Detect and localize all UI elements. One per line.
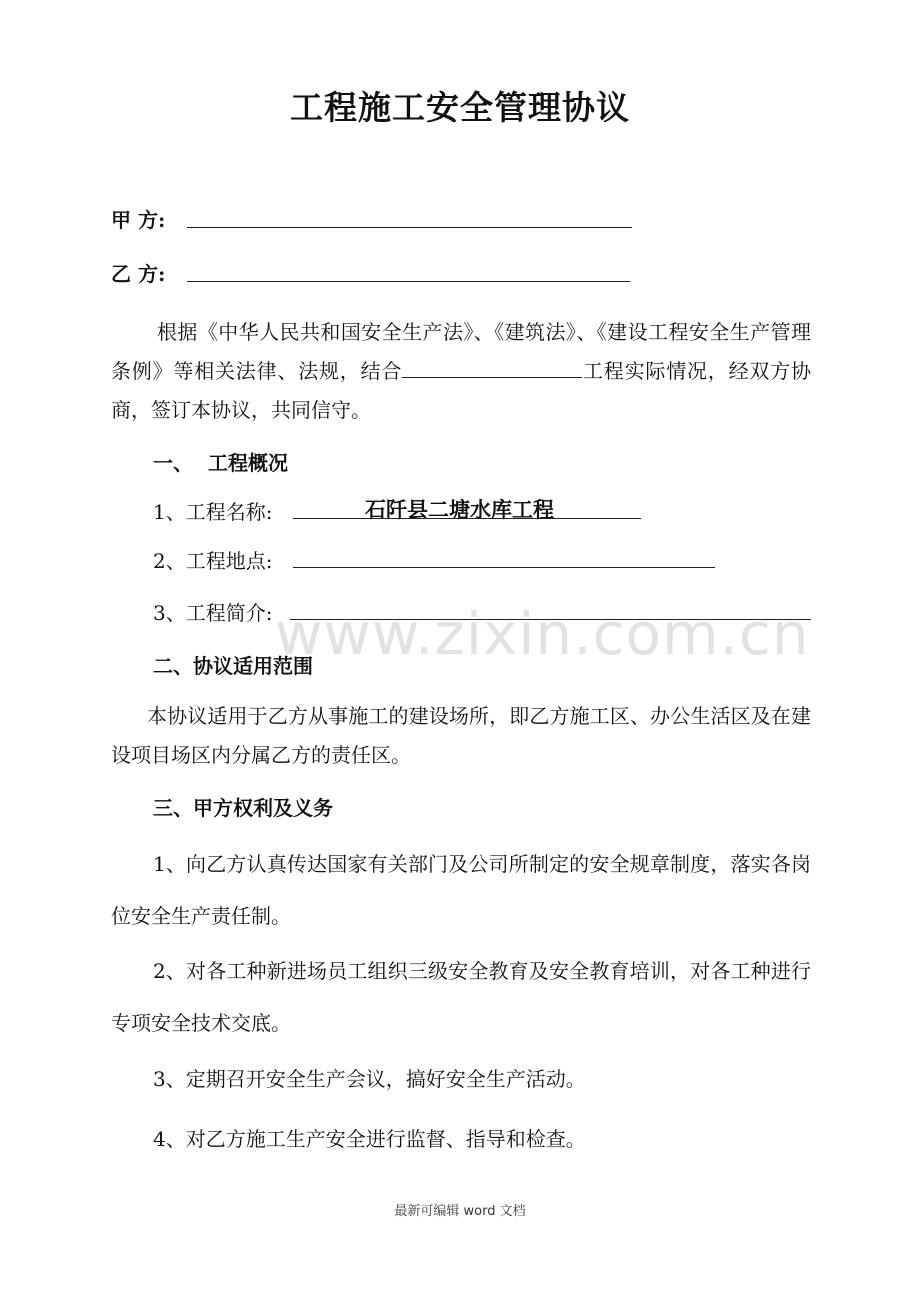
- item3-label: 3、工程简介:: [153, 601, 273, 625]
- clause-3: 3、定期召开安全生产会议，搞好安全生产活动。: [153, 1067, 586, 1091]
- item2-label: 2、工程地点:: [153, 549, 273, 573]
- section3-heading: 三、甲方权利及义务: [153, 796, 333, 820]
- project-blank: [402, 355, 582, 378]
- section1-heading: 工程概况: [208, 451, 288, 475]
- intro-text-part1: 根据《中华人民共和国安全生产法》、《建筑法》、《建设工程安全生产管理条例》等相关法律、法规，结合: [111, 320, 811, 383]
- clause-4: 4、对乙方施工生产安全进行监督、指导和检查。: [153, 1127, 586, 1151]
- item1-label: 1、工程名称:: [153, 500, 273, 524]
- intro-paragraph: [111, 313, 811, 430]
- clause-2: 2、对各工种新进场员工组织三级安全教育及安全教育培训，对各工种进行专项安全技术交底。: [111, 959, 811, 1035]
- document-title: 工程施工安全管理协议: [290, 88, 630, 127]
- party-a-blank: [187, 227, 632, 228]
- party-b-label: 乙 方:: [111, 262, 166, 286]
- party-b-blank: [187, 281, 630, 282]
- party-a-label: 甲 方:: [111, 208, 166, 232]
- project-location-blank: [293, 567, 715, 568]
- page-footer: 最新可编辑 word 文档: [394, 1204, 526, 1219]
- section2-heading: 二、协议适用范围: [153, 654, 313, 678]
- section1-number: 一、: [153, 451, 193, 475]
- project-name-value: 石阡县二塘水库工程: [365, 497, 554, 522]
- intro-text-part2: 工程实际情况，经双方协商，签订本协议，共同信守。: [111, 359, 812, 422]
- clause-1: 1、向乙方认真传达国家有关部门及公司所制定的安全规章制度，落实各岗位安全生产责任制。: [111, 852, 811, 928]
- watermark: www.zixin.com.cn: [275, 600, 810, 668]
- section2-paragraph: 本协议适用于乙方从事施工的建设场所，即乙方施工区、办公生活区及在建设项目场区内分属乙方的责任区。: [111, 704, 811, 767]
- project-name-underline: [293, 518, 641, 519]
